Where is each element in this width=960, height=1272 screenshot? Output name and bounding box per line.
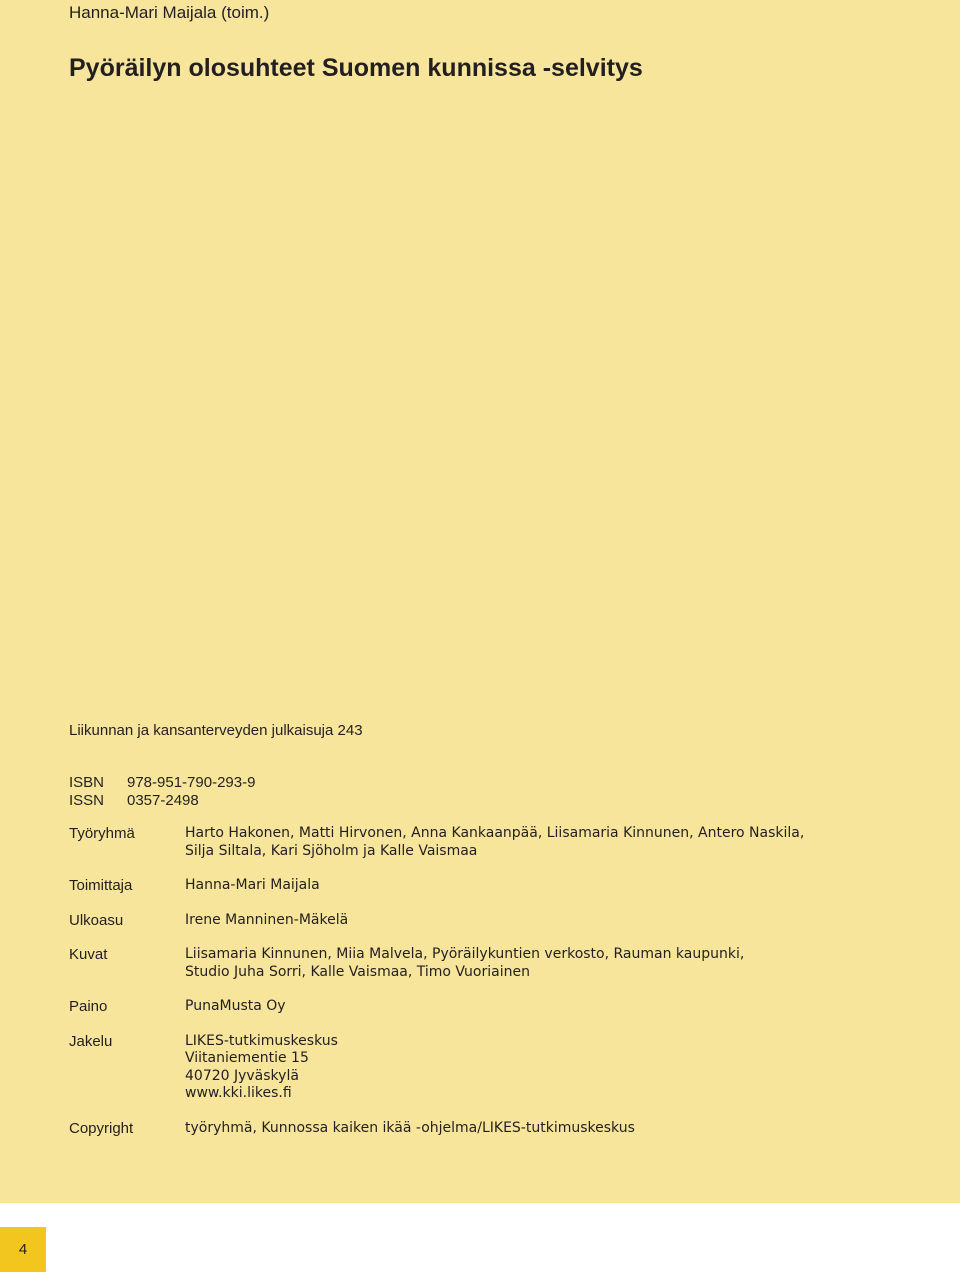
credit-label: Jakelu [69, 1032, 113, 1050]
isbn-row [69, 774, 255, 792]
credit-label: Copyright [69, 1119, 134, 1137]
credit-label: Työryhmä [69, 825, 135, 842]
isbn-label: ISBN [69, 774, 105, 791]
editor-name: Hanna-Mari Maijala (toim.) [69, 3, 270, 22]
credit-value: Liisamaria Kinnunen, Miia Malvela, Pyöräilykuntien verkosto, Rauman kaupunki, Studio Juha Sorri, Kalle Vaismaa, Timo Vuoriainen [185, 946, 745, 980]
credit-row-paino [69, 998, 804, 1016]
credit-value: Irene Manninen-Mäkelä [185, 911, 349, 928]
series-name: Liikunnan ja kansanterveyden julkaisuja 243 [69, 722, 363, 739]
publication-identifiers [69, 774, 255, 809]
credit-label: Paino [69, 998, 108, 1015]
credit-value: LIKES-tutkimuskeskus Viitaniementie 15 40720 Jyväskylä www.kki.likes.fi [185, 1032, 338, 1101]
issn-label: ISSN [69, 791, 105, 809]
credit-row-toimittaja [69, 877, 804, 895]
isbn-value: 978-951-790-293-9 [127, 774, 256, 791]
credit-value: Harto Hakonen, Matti Hirvonen, Anna Kankaanpää, Liisamaria Kinnunen, Antero Naskila, Silja Siltala, Kari Sjöholm ja Kalle Vaismaa [185, 825, 805, 859]
credit-label: Kuvat [69, 946, 108, 963]
credit-row-kuvat [69, 946, 804, 981]
credit-row-jakelu [69, 1033, 804, 1103]
credit-value: PunaMusta Oy [185, 998, 286, 1014]
credit-label: Ulkoasu [69, 911, 124, 929]
credit-row-copyright [69, 1120, 804, 1138]
credit-value: Hanna-Mari Maijala [185, 877, 320, 893]
credits-list [69, 825, 804, 1154]
credit-label: Toimittaja [69, 877, 133, 894]
page-title: Pyöräilyn olosuhteet Suomen kunnissa -selvitys [69, 54, 643, 82]
credit-value: työryhmä, Kunnossa kaiken ikää -ohjelma/LIKES-tutkimuskeskus [185, 1119, 635, 1136]
issn-row [69, 792, 255, 810]
credit-row-ulkoasu [69, 912, 804, 930]
page-number: 4 [0, 1227, 46, 1272]
credit-row-tyoryhma [69, 825, 804, 860]
issn-value: 0357-2498 [127, 791, 199, 809]
